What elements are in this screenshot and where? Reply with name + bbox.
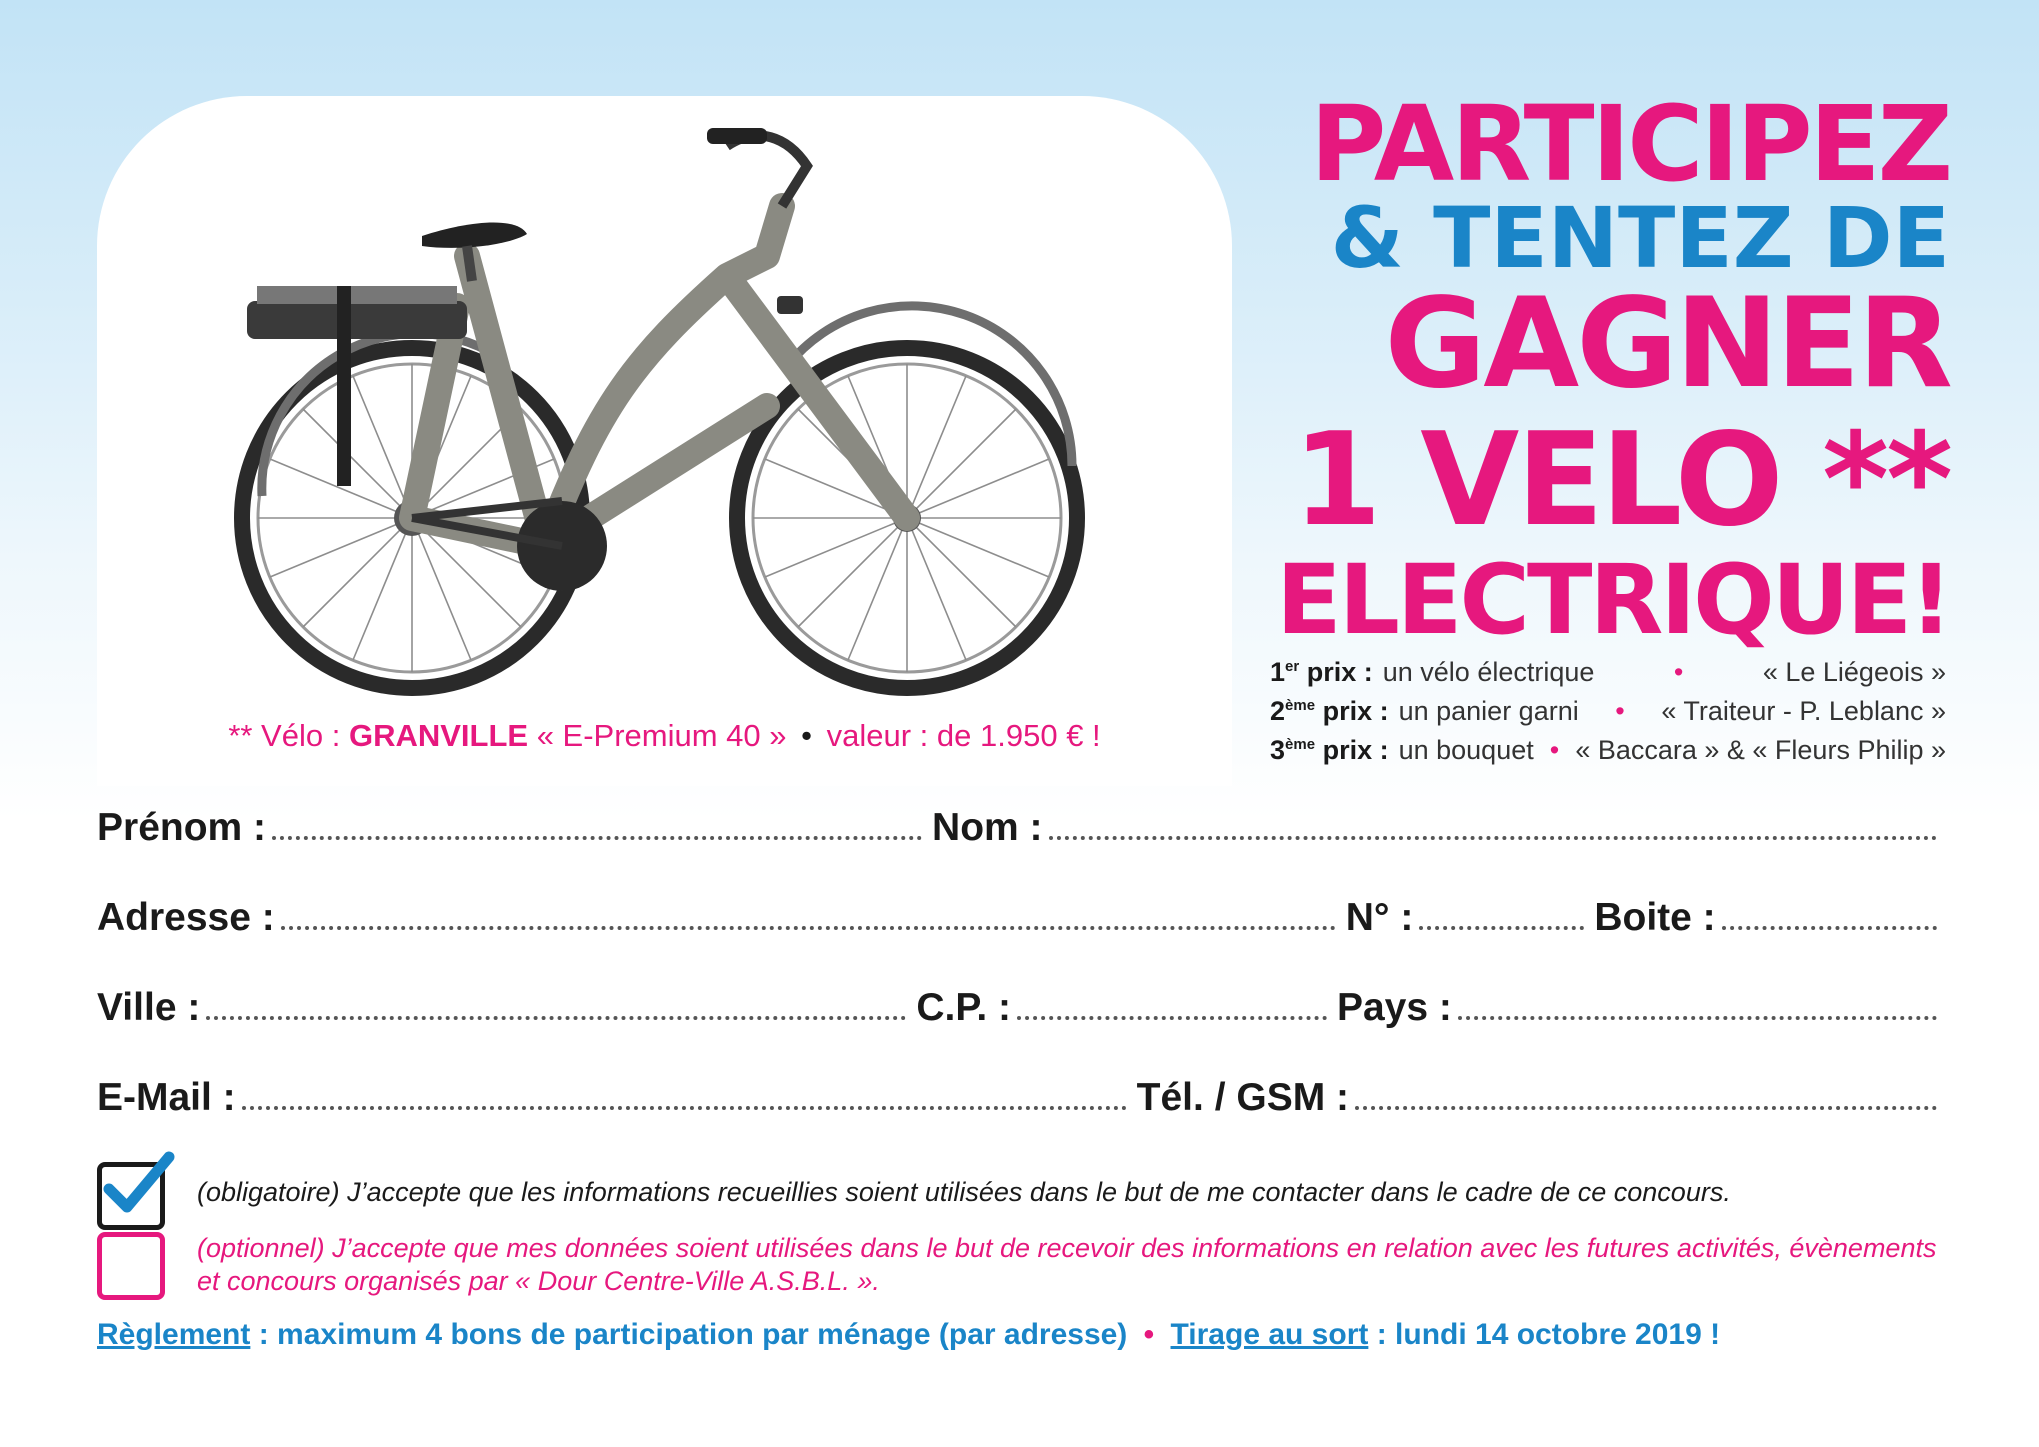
headline-line-5: ELECTRIQUE! <box>1276 544 1950 656</box>
headline-line-4: 1 VELO ** <box>1292 406 1950 555</box>
optional-consent-checkbox[interactable] <box>97 1232 165 1300</box>
bullet-icon: • <box>801 718 813 753</box>
prize-item <box>1270 728 1946 767</box>
electric-bike-image <box>167 106 1167 726</box>
postal-code-label: C.P. : <box>916 986 1011 1029</box>
form-row <box>97 980 1947 1030</box>
optional-consent-text: (optionnel) J’accepte que mes données soient utilisées dans le but de recevoir des informations en relation avec les futures activités, évènements et concours organisés par « Dour Centre-Ville A.S.B.L. ». <box>197 1233 1937 1296</box>
rules-text: : maximum 4 bons de participation par ménage (par adresse) <box>258 1318 1128 1351</box>
headline-line-2: & TENTEZ DE <box>1330 189 1950 287</box>
checkmark-icon <box>97 1145 175 1223</box>
city-label: Ville : <box>97 986 201 1029</box>
form-row <box>97 800 1947 850</box>
caption-model: « E-Premium 40 » <box>536 718 787 753</box>
box-field[interactable] <box>1722 926 1937 930</box>
footer-rules <box>97 1318 1947 1352</box>
prize-item-name: un bouquet <box>1398 735 1534 765</box>
prize-item-name: un vélo électrique <box>1382 657 1595 687</box>
prize-sponsor: « Baccara » & « Fleurs Philip » <box>1575 735 1946 765</box>
headline-line-1: PARTICIPEZ <box>1310 83 1950 205</box>
prize-rank: 3ème prix : <box>1270 735 1389 765</box>
caption-prefix: ** Vélo : <box>228 718 341 753</box>
form-row <box>97 1070 1947 1120</box>
last-name-label: Nom : <box>932 806 1043 849</box>
headline-line-3: GAGNER <box>1384 272 1950 416</box>
prize-item <box>1270 689 1946 728</box>
first-name-label: Prénom : <box>97 806 267 849</box>
bullet-icon: • <box>1615 696 1625 726</box>
email-field[interactable] <box>242 1106 1127 1110</box>
prize-sponsor: « Le Liégeois » <box>1762 657 1946 687</box>
caption-brand: GRANVILLE <box>348 718 529 753</box>
bullet-icon: • <box>1143 1318 1155 1351</box>
phone-field[interactable] <box>1355 1106 1937 1110</box>
number-label: N° : <box>1345 896 1414 939</box>
mandatory-consent-text: (obligatoire) J’accepte que les informations recueillies soient utilisées dans le but de me contacter dans le cadre de ce concours. <box>197 1177 1731 1207</box>
bullet-icon: • <box>1673 657 1684 687</box>
city-field[interactable] <box>206 1016 906 1020</box>
form-row <box>97 890 1947 940</box>
box-label: Boite : <box>1594 896 1716 939</box>
bullet-icon: • <box>1549 735 1560 765</box>
prize-item <box>1270 650 1946 689</box>
draw-link[interactable]: Tirage au sort <box>1170 1318 1369 1351</box>
draw-text: : lundi 14 octobre 2019 ! <box>1376 1318 1721 1351</box>
address-field[interactable] <box>281 926 1336 930</box>
country-label: Pays : <box>1336 986 1452 1029</box>
prize-rank: 1er prix : <box>1270 657 1373 687</box>
first-name-field[interactable] <box>272 836 922 840</box>
prize-list <box>1270 650 1946 767</box>
country-field[interactable] <box>1458 1016 1937 1020</box>
mandatory-consent <box>97 1162 1947 1230</box>
last-name-field[interactable] <box>1049 836 1937 840</box>
bike-caption <box>97 718 1232 754</box>
bike-photo-panel <box>97 96 1232 786</box>
postal-code-field[interactable] <box>1017 1016 1327 1020</box>
email-label: E-Mail : <box>97 1076 236 1119</box>
phone-label: Tél. / GSM : <box>1136 1076 1350 1119</box>
rules-link[interactable]: Règlement <box>97 1318 251 1351</box>
prize-sponsor: « Traiteur - P. Leblanc » <box>1661 696 1946 726</box>
address-label: Adresse : <box>97 896 275 939</box>
prize-rank: 2ème prix : <box>1270 696 1389 726</box>
prize-item-name: un panier garni <box>1398 696 1579 726</box>
optional-consent <box>97 1232 1947 1300</box>
mandatory-consent-checkbox[interactable] <box>97 1162 165 1230</box>
caption-value: valeur : de 1.950 € ! <box>826 718 1101 753</box>
number-field[interactable] <box>1419 926 1584 930</box>
